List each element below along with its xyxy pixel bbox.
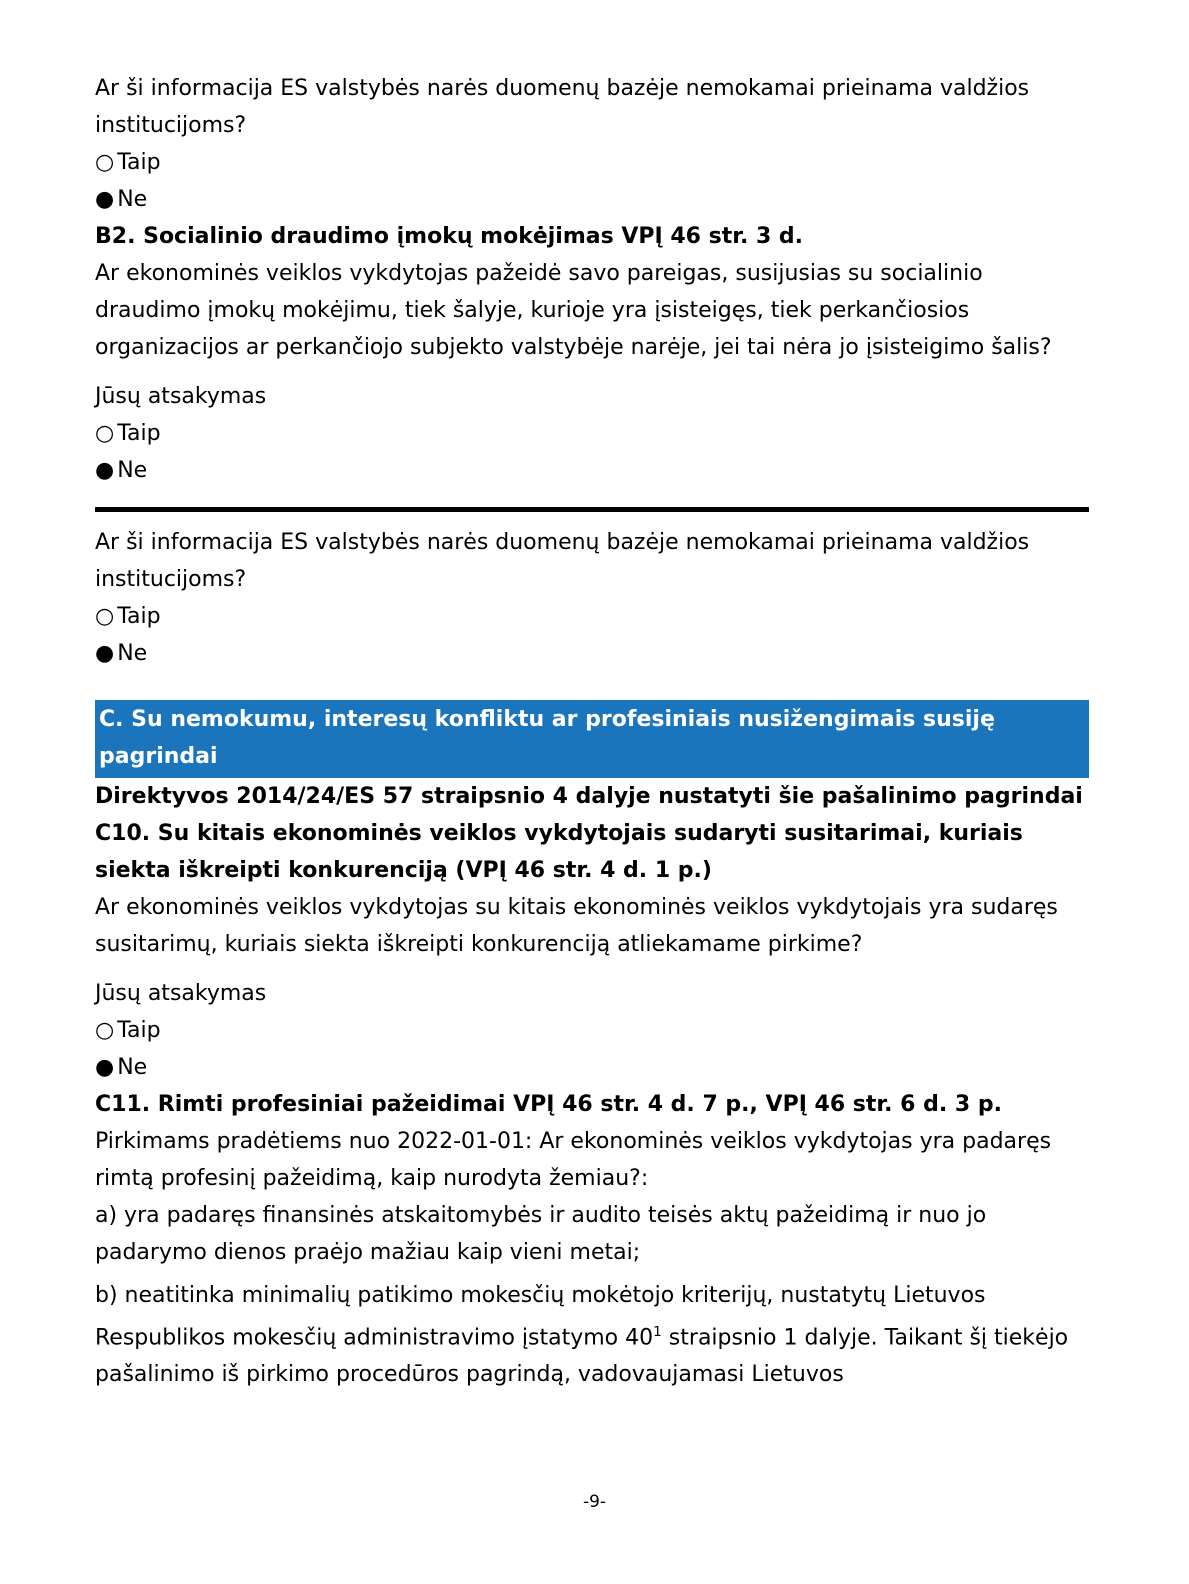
section-c-banner: C. Su nemokumu, interesų konfliktu ar profesiniais nusižengimais susiję pagrindai: [95, 700, 1089, 778]
radio-unchecked-icon: ○: [95, 604, 115, 629]
answer-label-c10: Jūsų atsakymas: [95, 981, 267, 1006]
radio-label-taip: Taip: [117, 1018, 161, 1043]
heading-b2: B2. Socialinio draudimo įmokų mokėjimas VPĮ 46 str. 3 d.: [95, 224, 804, 249]
c11-item-a: a) yra padaręs finansinės atskaitomybės ir audito teisės aktų pažeidimą ir nuo jo padarymo dienos praėjo mažiau kaip vieni metai;: [95, 1203, 987, 1265]
question-db-availability-2: Ar ši informacija ES valstybės narės duomenų bazėje nemokamai prieinama valdžios institucijoms?: [95, 530, 1030, 592]
radio-checked-icon: ●: [95, 1055, 115, 1080]
heading-c10: C10. Su kitais ekonominės veiklos vykdytojais sudaryti susitarimai, kuriais siekta iškreipti konkurenciją (VPĮ 46 str. 4 d. 1 p.): [95, 821, 1023, 883]
radio-option-taip: [95, 598, 1089, 635]
radio-checked-icon: ●: [95, 187, 115, 212]
directive-heading: Direktyvos 2014/24/ES 57 straipsnio 4 dalyje nustatyti šie pašalinimo pagrindai: [95, 784, 1083, 809]
radio-group-db-1: [95, 144, 1089, 218]
radio-group-b2: [95, 415, 1089, 489]
answer-label-b2: Jūsų atsakymas: [95, 384, 267, 409]
c11-item-b-text: b) neatitinka minimalių patikimo mokesčių mokėtojo kriterijų, nustatytų Lietuvos Respublikos mokesčių administravimo įstatymo 40: [95, 1283, 986, 1351]
radio-label-ne: Ne: [117, 187, 148, 212]
radio-unchecked-icon: ○: [95, 1018, 115, 1043]
radio-option-taip: [95, 1012, 1089, 1049]
radio-label-taip: Taip: [117, 150, 161, 175]
radio-label-ne: Ne: [117, 458, 148, 483]
radio-label-ne: Ne: [117, 1055, 148, 1080]
page-number: -9-: [582, 1492, 607, 1512]
radio-group-c10: [95, 1012, 1089, 1086]
radio-option-taip: [95, 415, 1089, 452]
heading-c11: C11. Rimti profesiniai pažeidimai VPĮ 46 str. 4 d. 7 p., VPĮ 46 str. 6 d. 3 p.: [95, 1092, 1002, 1117]
c11-item-b-superscript: 1: [653, 1324, 662, 1340]
radio-option-ne: [95, 635, 1089, 672]
radio-checked-icon: ●: [95, 641, 115, 666]
b2-body: Ar ekonominės veiklos vykdytojas pažeidė savo pareigas, susijusias su socialinio draudimo įmokų mokėjimu, tiek šalyje, kurioje yra įsisteigęs, tiek perkančiosios organizacijos ar perkančiojo subjekto valstybėje narėje, jei tai nėra jo įsisteigimo šalis?: [95, 261, 1052, 360]
radio-checked-icon: ●: [95, 458, 115, 483]
radio-option-ne: [95, 452, 1089, 489]
c10-body: Ar ekonominės veiklos vykdytojas su kitais ekonominės veiklos vykdytojais yra sudaręs susitarimų, kuriais siekta iškreipti konkurenciją atliekamame pirkime?: [95, 895, 1058, 957]
radio-group-db-2: [95, 598, 1089, 672]
section-divider: [95, 507, 1089, 512]
radio-unchecked-icon: ○: [95, 421, 115, 446]
question-db-availability-1: Ar ši informacija ES valstybės narės duomenų bazėje nemokamai prieinama valdžios institucijoms?: [95, 76, 1030, 138]
c11-item-b-text-cont: straipsnio 1 dalyje. Taikant šį tiekėjo pašalinimo iš pirkimo procedūros pagrindą, vadovaujamasi Lietuvos: [95, 1325, 1069, 1388]
radio-label-taip: Taip: [117, 604, 161, 629]
radio-option-ne: [95, 1049, 1089, 1086]
c11-intro: Pirkimams pradėtiems nuo 2022-01-01: Ar ekonominės veiklos vykdytojas yra padaręs rimtą profesinį pažeidimą, kaip nurodyta žemiau?:: [95, 1129, 1052, 1191]
radio-label-ne: Ne: [117, 641, 148, 666]
radio-option-taip: [95, 144, 1089, 181]
radio-unchecked-icon: ○: [95, 150, 115, 175]
radio-option-ne: [95, 181, 1089, 218]
c11-item-b: [95, 1277, 1089, 1393]
radio-label-taip: Taip: [117, 421, 161, 446]
